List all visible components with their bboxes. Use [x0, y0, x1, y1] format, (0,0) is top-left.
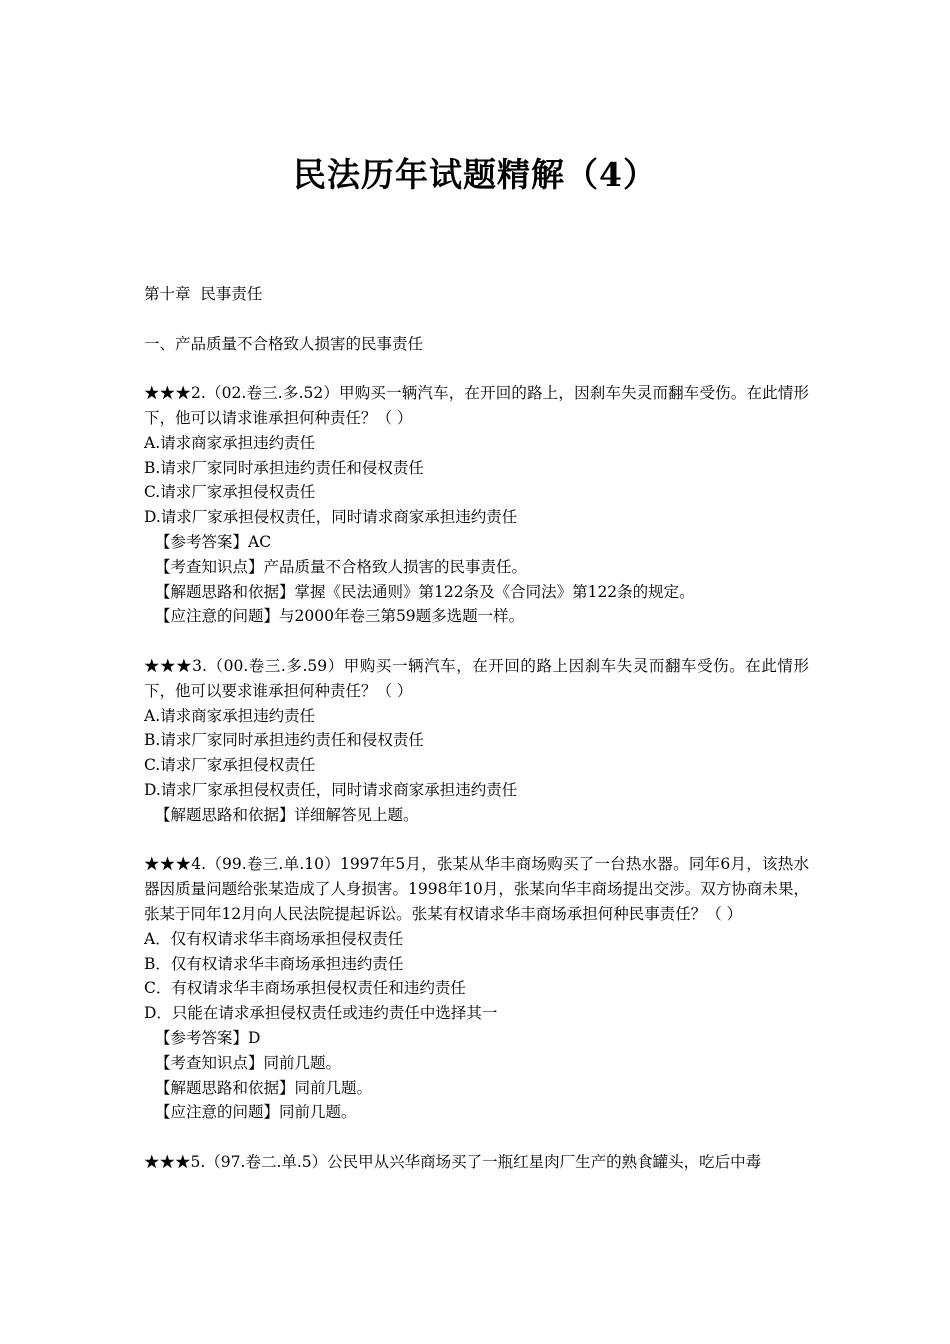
option-a: A.请求商家承担违约责任	[144, 433, 316, 452]
question-4	[144, 852, 809, 1125]
document-title: 民法历年试题精解（4）	[293, 155, 657, 194]
spacer	[144, 629, 809, 654]
option-b: B.请求厂家同时承担违约责任和侵权责任	[144, 458, 424, 477]
spacer	[144, 356, 809, 381]
option-b: B.请求厂家同时承担违约责任和侵权责任	[144, 731, 424, 750]
document-body	[144, 282, 809, 1175]
option-c: C.请求厂家承担侵权责任	[144, 756, 316, 775]
option-a: A.请求商家承担违约责任	[144, 706, 316, 725]
reasoning-note: 【解题思路和依据】掌握《民法通则》第122条及《合同法》第122条的规定。	[155, 582, 695, 601]
question-stem: ★★★4.（99.卷三.单.10）1997年5月，张某从华丰商场购买了一台热水器。同年6月，该热水器因质量问题给张某造成了人身损害。1998年10月，张某向华丰商场提出交涉。双方协商未果，张某于同年12月向人民法院提起诉讼。张某有权请求华丰商场承担何种民事责任？（ ）	[144, 855, 809, 923]
reasoning-note: 【解题思路和依据】同前几题。	[155, 1078, 373, 1097]
spacer	[144, 828, 809, 853]
chapter-heading: 第十章 民事责任	[144, 285, 263, 303]
question-5	[144, 1150, 809, 1175]
answer-note: 【参考答案】D	[155, 1028, 261, 1047]
option-a: A．仅有权请求华丰商场承担侵权责任	[144, 929, 404, 948]
question-stem: ★★★2.（02.卷三.多.52）甲购买一辆汽车，在开回的路上，因刹车失灵而翻车受伤。在此情形下，他可以请求谁承担何种责任？（ ）	[144, 384, 809, 427]
attention-note: 【应注意的问题】同前几题。	[155, 1103, 357, 1122]
question-3	[144, 654, 809, 828]
option-d: D.请求厂家承担侵权责任，同时请求商家承担违约责任	[144, 780, 518, 799]
reasoning-note: 【解题思路和依据】详细解答见上题。	[155, 805, 419, 824]
spacer	[144, 307, 809, 332]
section-heading: 一、产品质量不合格致人损害的民事责任	[144, 334, 424, 353]
option-d: D．只能在请求承担侵权责任或违约责任中选择其一	[144, 1004, 498, 1023]
question-stem: ★★★3.（00.卷三.多.59）甲购买一辆汽车，在开回的路上因刹车失灵而翻车受伤。在此情形下，他可以要求谁承担何种责任？（ ）	[144, 656, 809, 700]
option-b: B．仅有权请求华丰商场承担违约责任	[144, 954, 404, 973]
option-c: C.请求厂家承担侵权责任	[144, 483, 316, 502]
question-2	[144, 381, 809, 629]
spacer	[144, 1125, 809, 1150]
option-d: D.请求厂家承担侵权责任，同时请求商家承担违约责任	[144, 508, 518, 527]
option-c: C．有权请求华丰商场承担侵权责任和违约责任	[144, 979, 466, 998]
knowledge-point-note: 【考查知识点】产品质量不合格致人损害的民事责任。	[155, 557, 528, 576]
question-stem: ★★★5.（97.卷二.单.5）公民甲从兴华商场买了一瓶红星肉厂生产的熟食罐头，吃后中毒	[144, 1152, 762, 1171]
attention-note: 【应注意的问题】与2000年卷三第59题多选题一样。	[155, 607, 525, 626]
knowledge-point-note: 【考查知识点】同前几题。	[155, 1053, 342, 1072]
answer-note: 【参考答案】AC	[155, 532, 272, 551]
